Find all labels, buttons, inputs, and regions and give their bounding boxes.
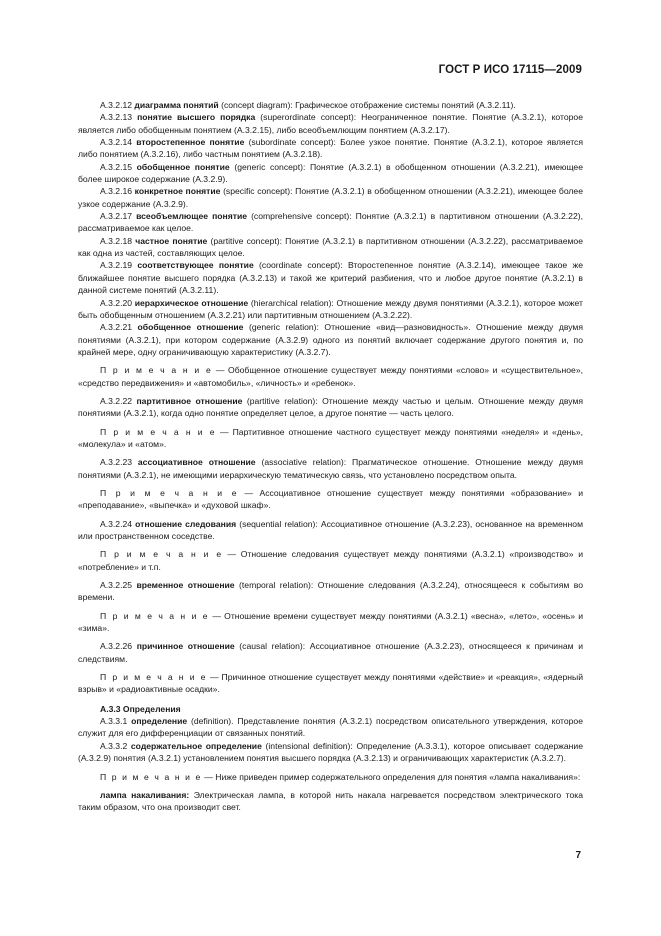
note-text: — Партитивное отношение частного существует между понятиями «неделя» и «день», «молекула» и «атом». xyxy=(78,426,583,449)
entry-text: (temporal relation): Отношение следования (A.3.2.24), относящееся к событиям во времени. xyxy=(78,580,583,603)
entry-term: конкретное понятие xyxy=(134,186,221,197)
entry-term: соответствующее понятие xyxy=(137,260,254,271)
note-text: — Ниже приведен пример содержательного определения для понятия «лампа накаливания»: xyxy=(201,771,581,782)
entry-text: (superordinate concept): Неограниченное понятие. Понятие (A.3.2.1), которое является либо обобщенным понятием (A.3.2.15), либо всеобъемлющим понятием (A.3.2.17). xyxy=(78,112,583,135)
definition-entry xyxy=(78,395,583,420)
note-label: П р и м е ч а н и е xyxy=(100,549,223,560)
entry-text: (intensional definition): Определение (A.3.3.1), которое описывает содержание (A.3.2.9) понятия (A.3.2.1) установлением понятия высшего порядка (A.3.2.13) и ограничивающих характеристик (A.3.2.7). xyxy=(78,740,584,764)
entry-text: (causal relation): Ассоциативное отношение (A.3.2.23), относящееся к причинам и следствиям. xyxy=(78,641,583,664)
note-text: — Отношение следования существует между понятиями (A.3.2.1) «производство» и «потребление» и т.п. xyxy=(78,549,583,572)
entry-text: (definition). Представление понятия (A.3.2.1) посредством описательного утверждения, которое служит для его дифференциации от связанных понятий. xyxy=(78,716,583,739)
note-paragraph xyxy=(78,771,583,783)
entry-term: содержательное определение xyxy=(130,740,262,751)
entry-number: A.3.3.2 xyxy=(100,740,128,751)
entry-text: (partitive relation): Отношение между частью и целым. Отношение между двумя понятиями (A.3.2.1), когда одно понятие определяет целое, а другое понятие — часть целого. xyxy=(78,395,584,419)
note-paragraph xyxy=(78,548,583,573)
entry-number: A.3.3.1 xyxy=(100,716,128,727)
note-paragraph xyxy=(78,610,583,635)
entry-number: A.3.2.13 xyxy=(100,112,133,123)
note-label: П р и м е ч а н и е xyxy=(100,672,208,683)
definition-entry xyxy=(78,111,583,136)
document-body xyxy=(78,99,583,814)
entry-text: (coordinate concept): Второстепенное понятие (A.3.2.14), имеющее такое же ближайшее понятие высшего порядка (A.3.2.13) и такой же критерий разбиения, что и любое другое понятие (A.3.2.1) в данной системе понятий (A.3.2.11). xyxy=(78,260,584,296)
note-label: П р и м е ч а н и е xyxy=(100,771,202,782)
entry-number: A.3.2.18 xyxy=(100,235,133,246)
definition-entry xyxy=(78,136,583,161)
entry-text: (partitive concept): Понятие (A.3.2.1) в партитивном отношении (A.3.2.22), рассматриваемое как одна из частей, составляющих целое. xyxy=(78,235,583,259)
definition-entry xyxy=(78,715,583,740)
entry-number: A.3.2.25 xyxy=(100,580,133,591)
entry-term: второстепенное понятие xyxy=(136,137,245,148)
entry-term: иерархическое отношение xyxy=(134,297,249,308)
definition-entry xyxy=(78,640,583,665)
entry-term: частное понятие xyxy=(135,235,208,246)
section-heading: A.3.3 Определения xyxy=(100,703,181,714)
note-label: П р и м е ч а н и е xyxy=(100,365,213,376)
page-number: 7 xyxy=(575,850,581,861)
definition-entry xyxy=(78,297,583,322)
note-text: — Отношение времени существует между понятиями (A.3.2.1) «весна», «лето», «осень» и «зима». xyxy=(78,610,584,634)
definition-entry xyxy=(78,210,583,235)
note-label: П р и м е ч а н и е xyxy=(100,487,239,498)
entry-number: A.3.2.12 xyxy=(100,100,133,110)
definition-entry xyxy=(78,456,583,481)
note-paragraph xyxy=(78,671,583,696)
entry-term: причинное отношение xyxy=(136,641,235,652)
entry-number: A.3.2.26 xyxy=(100,641,133,652)
entry-term: временное отношение xyxy=(136,580,235,591)
definition-entry xyxy=(78,185,583,210)
document-header: ГОСТ Р ИСО 17115—2009 xyxy=(438,64,582,76)
definitions-list-2 xyxy=(78,715,583,813)
entry-number: A.3.2.20 xyxy=(100,297,133,308)
note-label: П р и м е ч а н и е xyxy=(100,426,217,437)
entry-term: обобщенное отношение xyxy=(137,322,244,333)
entry-text: (subordinate concept): Более узкое понятие. Понятие (A.3.2.1), которое является либо понятием (A.3.2.16), либо частным понятием (A.3.2.18). xyxy=(78,137,583,160)
entry-term: партитивное отношение xyxy=(136,395,243,406)
note-text: — Причинное отношение существует между понятиями «действие» и «реакция», «ядерный взрыв» и «радиоактивные осадки». xyxy=(78,672,583,695)
entry-text: (concept diagram): Графическое отображение системы понятий (A.3.2.11). xyxy=(218,100,516,110)
entry-number: A.3.2.21 xyxy=(100,322,133,333)
entry-term: отношение следования xyxy=(135,518,237,529)
entry-number: A.3.2.16 xyxy=(100,186,133,197)
entry-term: ассоциативное отношение xyxy=(137,457,256,468)
entry-number: A.3.2.23 xyxy=(100,457,133,468)
note-paragraph xyxy=(78,487,583,512)
entry-term: всеобъемлющее понятие xyxy=(136,211,248,222)
definition-entry xyxy=(78,161,583,186)
definition-entry xyxy=(78,235,583,260)
entry-term: определение xyxy=(131,716,188,727)
entry-number: A.3.2.22 xyxy=(100,395,133,406)
entry-term: обобщенное понятие xyxy=(136,161,230,172)
note-paragraph xyxy=(78,426,583,451)
definition-entry xyxy=(78,259,583,296)
example-term: лампа накаливания: xyxy=(100,789,190,800)
note-text: — Ассоциативное отношение существует между понятиями «образование» и «преподавание», «выпечка» и «духовой шкаф». xyxy=(78,487,583,511)
entry-number: A.3.2.19 xyxy=(100,260,133,271)
entry-term: понятие высшего порядка xyxy=(137,112,256,123)
entry-text: (associative relation): Прагматическое отношение. Отношение между двумя понятиями (A.3.2.1), не имеющими иерархическую тематическую связь, что установлено посредством опыта. xyxy=(78,457,584,480)
entry-text: (generic relation): Отношение «вид—разновидность». Отношение между двумя понятиями (A.3.2.1), при котором содержание (A.3.2.9) одного из понятий включает содержание другого понятия и, по крайней мере, одну ограничивающую характеристику (A.3.2.7). xyxy=(78,322,583,357)
example-paragraph xyxy=(78,789,583,814)
definitions-list xyxy=(78,99,583,696)
note-text: — Обобщенное отношение существует между понятиями «слово» и «существительное», «средство передвижения» и «автомобиль», «личность» и «ребенок». xyxy=(78,365,583,388)
definition-entry xyxy=(78,518,583,543)
entry-text: (hierarchical relation): Отношение между двумя понятиями (A.3.2.1), которое может быть обобщенным отношением (A.3.2.21) или партитивным отношением (A.3.2.22). xyxy=(78,297,583,320)
example-text: Электрическая лампа, в которой нить накала нагревается посредством электрического тока таким образом, что она производит свет. xyxy=(78,789,583,813)
entry-text: (sequential relation): Ассоциативное отношение (A.3.2.23), основанное на временном или пространственном соседстве. xyxy=(78,518,583,541)
definition-entry xyxy=(78,579,583,604)
entry-number: A.3.2.24 xyxy=(100,518,133,529)
entry-number: A.3.2.14 xyxy=(100,137,133,148)
note-paragraph xyxy=(78,364,583,389)
entry-text: (specific concept): Понятие (A.3.2.1) в обобщенном отношении (A.3.2.21), имеющее более узкое содержание (A.3.2.9). xyxy=(78,186,583,209)
entry-number: A.3.2.15 xyxy=(100,161,133,172)
entry-text: (generic concept): Понятие (A.3.2.1) в обобщенном отношении (A.3.2.21), имеющее более широкое содержание (A.3.2.9). xyxy=(78,161,583,185)
definition-entry xyxy=(78,321,583,358)
note-label: П р и м е ч а н и е xyxy=(100,610,210,621)
entry-number: A.3.2.17 xyxy=(100,211,133,222)
definition-entry xyxy=(78,740,583,765)
entry-text: (comprehensive concept): Понятие (A.3.2.1) в партитивном отношении (A.3.2.22), рассматриваемое как целое. xyxy=(78,211,583,234)
definition-entry xyxy=(78,99,583,111)
entry-term: диаграмма понятий xyxy=(134,100,219,110)
